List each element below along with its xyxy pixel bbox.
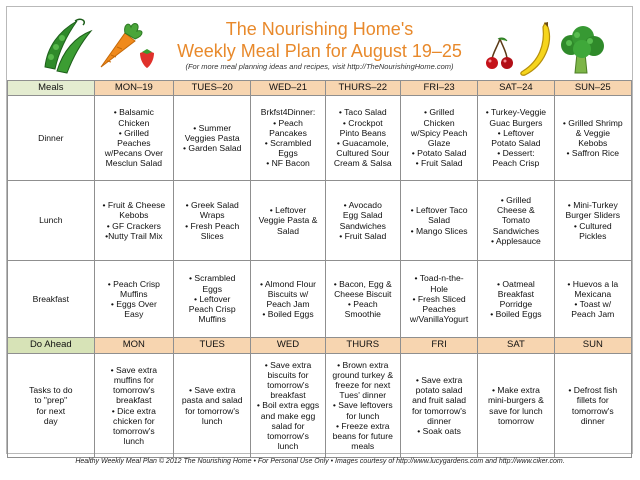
cell-line: tomorrow's [112, 385, 155, 396]
cell-line: lunch [201, 415, 223, 426]
cell-line: Peach Jam [571, 309, 615, 320]
cell-line: Eggs [278, 148, 298, 159]
cell-line: salad for [271, 420, 305, 431]
cell-line: • Save leftovers [332, 400, 393, 411]
cell-line: • Greek Salad [185, 200, 239, 211]
cell-line: tomorrow's [571, 405, 614, 416]
title-line-2: Weekly Meal Plan for August 19–25 [177, 41, 462, 61]
cell-line: save for lunch [489, 405, 543, 416]
cell-line: • Grilled [500, 194, 532, 205]
cell-line: • Peach [347, 299, 378, 309]
cell-line: freeze for next [335, 379, 391, 390]
cell-line: • Taco Salad [338, 107, 387, 118]
cell-line: • Bacon, Egg & [333, 278, 392, 289]
dinner-cell [94, 96, 173, 181]
tasks-label-line: for next [36, 405, 66, 416]
breakfast-cell [400, 261, 477, 338]
cell-line: & Veggie [575, 127, 610, 138]
cell-line: ground turkey & [332, 369, 394, 380]
cell-line: • Crockpot [342, 117, 383, 128]
cell-line: • Make extra [491, 385, 540, 396]
cell-line: • Oatmeal [496, 278, 535, 289]
lunch-cell [174, 181, 251, 261]
tasks-label-line: day [43, 415, 58, 426]
cell-line: • Grilled [118, 127, 149, 138]
do-ahead-day: SUN [554, 338, 631, 354]
cell-line: • Huevos a la [567, 278, 619, 289]
cell-line: Muffins [198, 314, 226, 325]
cell-line: • GF Crackers [106, 220, 161, 231]
tasks-label [8, 354, 95, 458]
cell-line: biscuits for [267, 369, 309, 380]
cell-line: Chicken [423, 117, 455, 128]
row-label: Breakfast [8, 261, 95, 338]
cell-line: potato salad [415, 385, 463, 396]
cell-line: tomorrow [497, 415, 534, 426]
cell-line: breakfast [116, 395, 152, 406]
cell-line: Porridge [499, 299, 533, 309]
cell-line: • Leftover Taco [410, 205, 468, 216]
cell-line: • Grilled Shrimp [562, 117, 623, 128]
cell-line: Easy [124, 309, 144, 320]
cell-line: Cheese Biscuit [334, 288, 392, 299]
header [7, 7, 632, 80]
cell-line: Cheese & [497, 205, 535, 216]
dinner-cell [174, 96, 251, 181]
cell-line: w/Spicy Peach [410, 127, 468, 138]
lunch-cell [251, 181, 325, 261]
breakfast-cell [478, 261, 554, 338]
cell-line: Brkfst4Dinner: [260, 107, 316, 118]
dinner-cell [325, 96, 400, 181]
cell-line: meals [351, 441, 375, 452]
do-ahead-day: TUES [174, 338, 251, 354]
tasks-cell [174, 354, 251, 458]
cell-line: • Almond Flour [259, 278, 317, 289]
cell-line: • Leftover [193, 293, 231, 304]
cell-line: • Toad-n-the- [414, 273, 464, 284]
cell-line: •Nutty Trail Mix [105, 230, 163, 241]
cell-line: • Turkey-Veggie [485, 107, 547, 118]
cell-line: tomorrow's [112, 425, 155, 436]
meals-header: Meals [8, 81, 95, 96]
pea-pod-icon [37, 17, 95, 75]
do-ahead-label: Do Ahead [8, 338, 95, 354]
tasks-cell [400, 354, 477, 458]
lunch-cell [400, 181, 477, 261]
breakfast-row [8, 261, 632, 338]
cell-line: • Applesauce [490, 235, 541, 246]
banana-icon [515, 21, 555, 77]
cell-line: Egg Salad [342, 210, 383, 221]
lunch-cell [478, 181, 554, 261]
cell-line: Slices [200, 230, 224, 241]
cell-line: breakfast [270, 390, 306, 401]
title-line-1: The Nourishing Home's [225, 19, 414, 39]
cell-line: Biscuits w/ [267, 288, 309, 299]
cell-line: Tomato [501, 215, 530, 226]
cell-line: • Defrost fish [568, 385, 618, 396]
lunch-cell [94, 181, 173, 261]
footer: Healthy Weekly Meal Plan © 2012 The Nourishing Home • For Personal Use Only • Images courtesy of http://www.lucygardens.com and http://www.ciker.com. [75, 458, 565, 465]
cell-line: Salad [428, 215, 451, 226]
broccoli-icon [557, 23, 607, 75]
cell-line: • Brown extra [337, 359, 389, 370]
day-header: FRI–23 [400, 81, 477, 96]
cell-line: Peaches [117, 138, 151, 148]
tasks-cell [251, 354, 325, 458]
cell-line: • Save extra [264, 359, 312, 370]
day-header: SAT–24 [478, 81, 554, 96]
lunch-cell [325, 181, 400, 261]
cell-line: Potato Salad [491, 138, 541, 148]
cell-line: • NF Bacon [266, 158, 310, 169]
cell-line: Cream & Salsa [333, 158, 392, 169]
cell-line: w/VanillaYogurt [409, 314, 469, 325]
cell-line: • Cultured [573, 220, 612, 231]
breakfast-cell [251, 261, 325, 338]
cell-line: tomorrow's [267, 379, 309, 390]
cell-line: • Mini-Turkey [567, 200, 618, 211]
cell-line: • Saffron Rice [566, 148, 620, 159]
cell-line: and fruit salad [412, 395, 467, 406]
cell-line: Peach Crisp [188, 304, 236, 315]
cell-line: Sandwiches [339, 220, 386, 231]
day-header: THURS–22 [325, 81, 400, 96]
cell-line: Burger Sliders [565, 210, 620, 221]
cell-line: • Peach Crisp [107, 278, 160, 289]
cell-line: • Fruit Salad [339, 230, 387, 241]
row-label: Dinner [8, 96, 95, 181]
cell-line: • Boil extra eggs [256, 400, 320, 411]
tasks-cell [94, 354, 173, 458]
cell-line: for tomorrow's [185, 405, 240, 416]
cell-line: • Fresh Sliced [412, 293, 466, 304]
dinner-cell [251, 96, 325, 181]
cell-line: mini-burgers & [487, 395, 544, 406]
breakfast-cell [94, 261, 173, 338]
cell-line: • Summer [193, 122, 232, 133]
cell-line: Veggies Pasta [184, 132, 240, 143]
cell-line: muffins for [113, 374, 154, 385]
cell-line: • Guacamole, [336, 138, 389, 148]
cell-line: • Mango Slices [410, 225, 468, 236]
cell-line: • Potato Salad [411, 148, 467, 159]
dinner-row [8, 96, 632, 181]
cell-line: Guac Burgers [489, 117, 543, 128]
cell-line: Kebobs [119, 210, 149, 221]
cell-line: • Soak oats [417, 425, 461, 436]
cell-line: • Scrambled [264, 138, 312, 148]
cell-line: tomorrow's [267, 431, 309, 441]
tasks-cell [325, 354, 400, 458]
dinner-cell [400, 96, 477, 181]
day-header: SUN–25 [554, 81, 631, 96]
cell-line: Chicken [118, 117, 150, 128]
cell-line: • Boiled Eggs [490, 309, 542, 320]
cell-line: Wraps [199, 210, 225, 221]
dinner-cell [478, 96, 554, 181]
cell-line: Breakfast [497, 288, 535, 299]
lunch-cell [554, 181, 631, 261]
day-header: TUES–20 [174, 81, 251, 96]
do-ahead-day: MON [94, 338, 173, 354]
cell-line: • Fresh Peach [185, 220, 240, 231]
cell-line: for lunch [346, 410, 380, 421]
cell-line: • Leftover [497, 127, 535, 138]
do-ahead-day: THURS [325, 338, 400, 354]
cell-line: and make egg [260, 410, 316, 421]
cell-line: chicken for [113, 415, 155, 426]
tasks-label-line: to "prep" [34, 395, 68, 406]
cell-line: • Peach [273, 117, 303, 128]
day-header-row [8, 81, 632, 96]
cell-line: Muffins [120, 288, 148, 299]
cell-line: • Fruit Salad [415, 158, 463, 169]
cell-line: • Freeze extra [335, 420, 390, 431]
cell-line: Pinto Beans [339, 127, 386, 138]
cell-line: Eggs [202, 283, 222, 294]
tasks-cell [478, 354, 554, 458]
dinner-cell [554, 96, 631, 181]
cell-line: Peach Jam [266, 299, 310, 309]
cell-line: dinner [580, 415, 605, 426]
cell-line: Pickles [579, 230, 607, 241]
cell-line: Mexicana [574, 288, 612, 299]
tasks-label-line: Tasks to do [29, 385, 73, 396]
day-header: MON–19 [94, 81, 173, 96]
cell-line: beans for future [332, 431, 393, 441]
cell-line: • Save extra [188, 385, 236, 396]
cell-line: lunch [123, 436, 145, 447]
breakfast-cell [174, 261, 251, 338]
cherries-icon [485, 37, 515, 71]
cell-line: • Fruit & Cheese [102, 200, 166, 211]
cell-line: • Dice extra [111, 405, 156, 416]
cell-line: Pancakes [269, 127, 307, 138]
cell-line: • Garden Salad [182, 143, 242, 154]
cell-line: • Scrambled [188, 273, 236, 284]
cell-line: Hole [430, 283, 448, 294]
cell-line: pasta and salad [181, 395, 243, 406]
do-ahead-row [8, 338, 632, 354]
cell-line: • Save extra [415, 374, 463, 385]
cell-line: Glaze [427, 138, 451, 148]
cell-line: w/Pecans Over [104, 148, 163, 159]
cell-line: Tues' dinner [339, 390, 387, 401]
day-header: WED–21 [251, 81, 325, 96]
cell-line: • Leftover [269, 205, 307, 216]
cell-line: Kebobs [578, 138, 608, 148]
tasks-cell [554, 354, 631, 458]
cell-line: Smoothie [344, 309, 381, 320]
do-ahead-day: SAT [478, 338, 554, 354]
cell-line: • Dessert: [497, 148, 535, 159]
breakfast-cell [325, 261, 400, 338]
do-ahead-day: FRI [400, 338, 477, 354]
meal-plan-sheet [6, 6, 633, 454]
cell-line: Salad [277, 225, 299, 236]
cell-line: • Eggs Over [110, 299, 157, 309]
cell-line: for tomorrow's [411, 405, 467, 416]
cell-line: Sandwiches [492, 225, 540, 236]
meal-plan-table [7, 80, 632, 458]
cell-line: Mesclun Salad [105, 158, 163, 169]
cell-line: • Toast w/ [574, 299, 612, 309]
row-label: Lunch [8, 181, 95, 261]
cell-line: • Balsamic [113, 107, 154, 118]
cell-line: dinner [427, 415, 452, 426]
lunch-row [8, 181, 632, 261]
cell-line: • Grilled [423, 107, 455, 118]
cell-line: lunch [277, 441, 299, 452]
cell-line: Veggie Pasta & [258, 215, 318, 226]
cell-line: Cultured Sour [336, 148, 390, 159]
breakfast-cell [554, 261, 631, 338]
tasks-row [8, 354, 632, 458]
cell-line: Peach Crisp [492, 158, 540, 169]
cell-line: • Boiled Eggs [262, 309, 314, 320]
cell-line: fillets for [576, 395, 609, 406]
cell-line: • Avocado [343, 200, 382, 211]
cell-line: Peaches [422, 304, 456, 315]
cell-line: • Save extra [110, 364, 158, 375]
do-ahead-day: WED [251, 338, 325, 354]
subtitle: (For more meal planning ideas and recipes, visit http://TheNourishingHome.com) [185, 62, 454, 71]
